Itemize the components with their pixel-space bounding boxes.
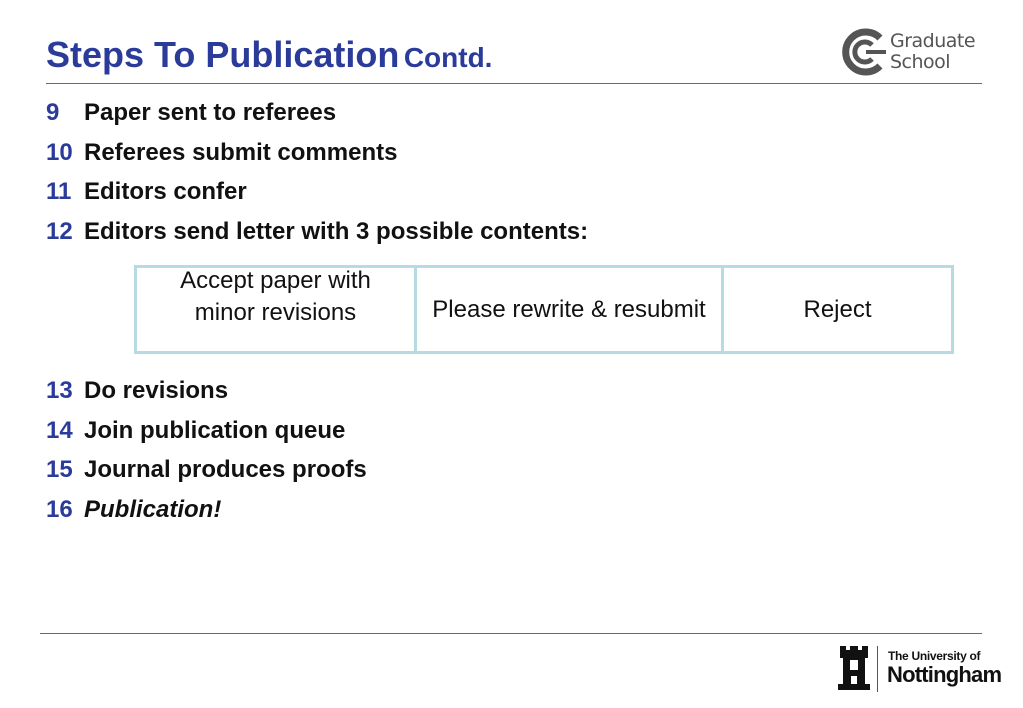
outcome-accept-label: Accept paper with minor revisions: [180, 266, 371, 326]
step-item: [46, 176, 746, 216]
step-text: Paper sent to referees: [84, 99, 337, 126]
outcome-boxes: [134, 265, 954, 354]
step-item: [46, 494, 746, 534]
step-text: Do revisions: [84, 377, 229, 404]
step-number: 11: [46, 178, 72, 205]
step-number: 12: [46, 217, 73, 245]
step-number: 10: [46, 138, 73, 166]
outcome-reject: [721, 265, 954, 354]
step-item: [46, 97, 746, 137]
step-number: 15: [46, 456, 73, 483]
step-text: Editors confer: [84, 178, 247, 205]
step-item: [46, 454, 746, 494]
steps-list-first: [46, 97, 746, 255]
step-text: Referees submit comments: [84, 138, 398, 166]
page-title: [46, 34, 492, 76]
outcome-rewrite: [414, 265, 724, 354]
university-of-label: The University of: [888, 649, 981, 663]
step-item: [46, 415, 746, 455]
steps-list-second: [46, 375, 746, 533]
title-sub: Contd.: [403, 42, 493, 73]
step-item: [46, 375, 746, 415]
step-number: 9: [46, 99, 60, 126]
step-text: Join publication queue: [84, 416, 346, 444]
university-logo: [836, 642, 1002, 694]
graduate-school-logo: [840, 26, 980, 78]
footer-divider: [40, 633, 982, 634]
nottingham-label: Nottingham: [887, 662, 1002, 687]
step-text: Publication!: [84, 495, 222, 523]
step-number: 14: [46, 416, 73, 444]
outcome-reject-label: Reject: [803, 295, 872, 323]
graduate-school-emblem-icon: [840, 26, 888, 78]
header-divider: [46, 83, 982, 84]
castle-crest-icon: [836, 642, 872, 694]
step-item: [46, 216, 746, 256]
step-text: Journal produces proofs: [84, 456, 367, 483]
graduate-school-wordmark: Graduate School: [890, 30, 976, 73]
step-text: Editors send letter with 3 possible contents:: [84, 217, 589, 245]
step-number: 16: [46, 495, 73, 523]
title-main: Steps To Publication: [46, 34, 400, 75]
logo-divider: [877, 646, 878, 692]
step-item: [46, 137, 746, 177]
outcome-accept: [134, 265, 417, 354]
outcome-rewrite-label: Please rewrite & resubmit: [432, 295, 706, 323]
step-number: 13: [46, 377, 73, 404]
